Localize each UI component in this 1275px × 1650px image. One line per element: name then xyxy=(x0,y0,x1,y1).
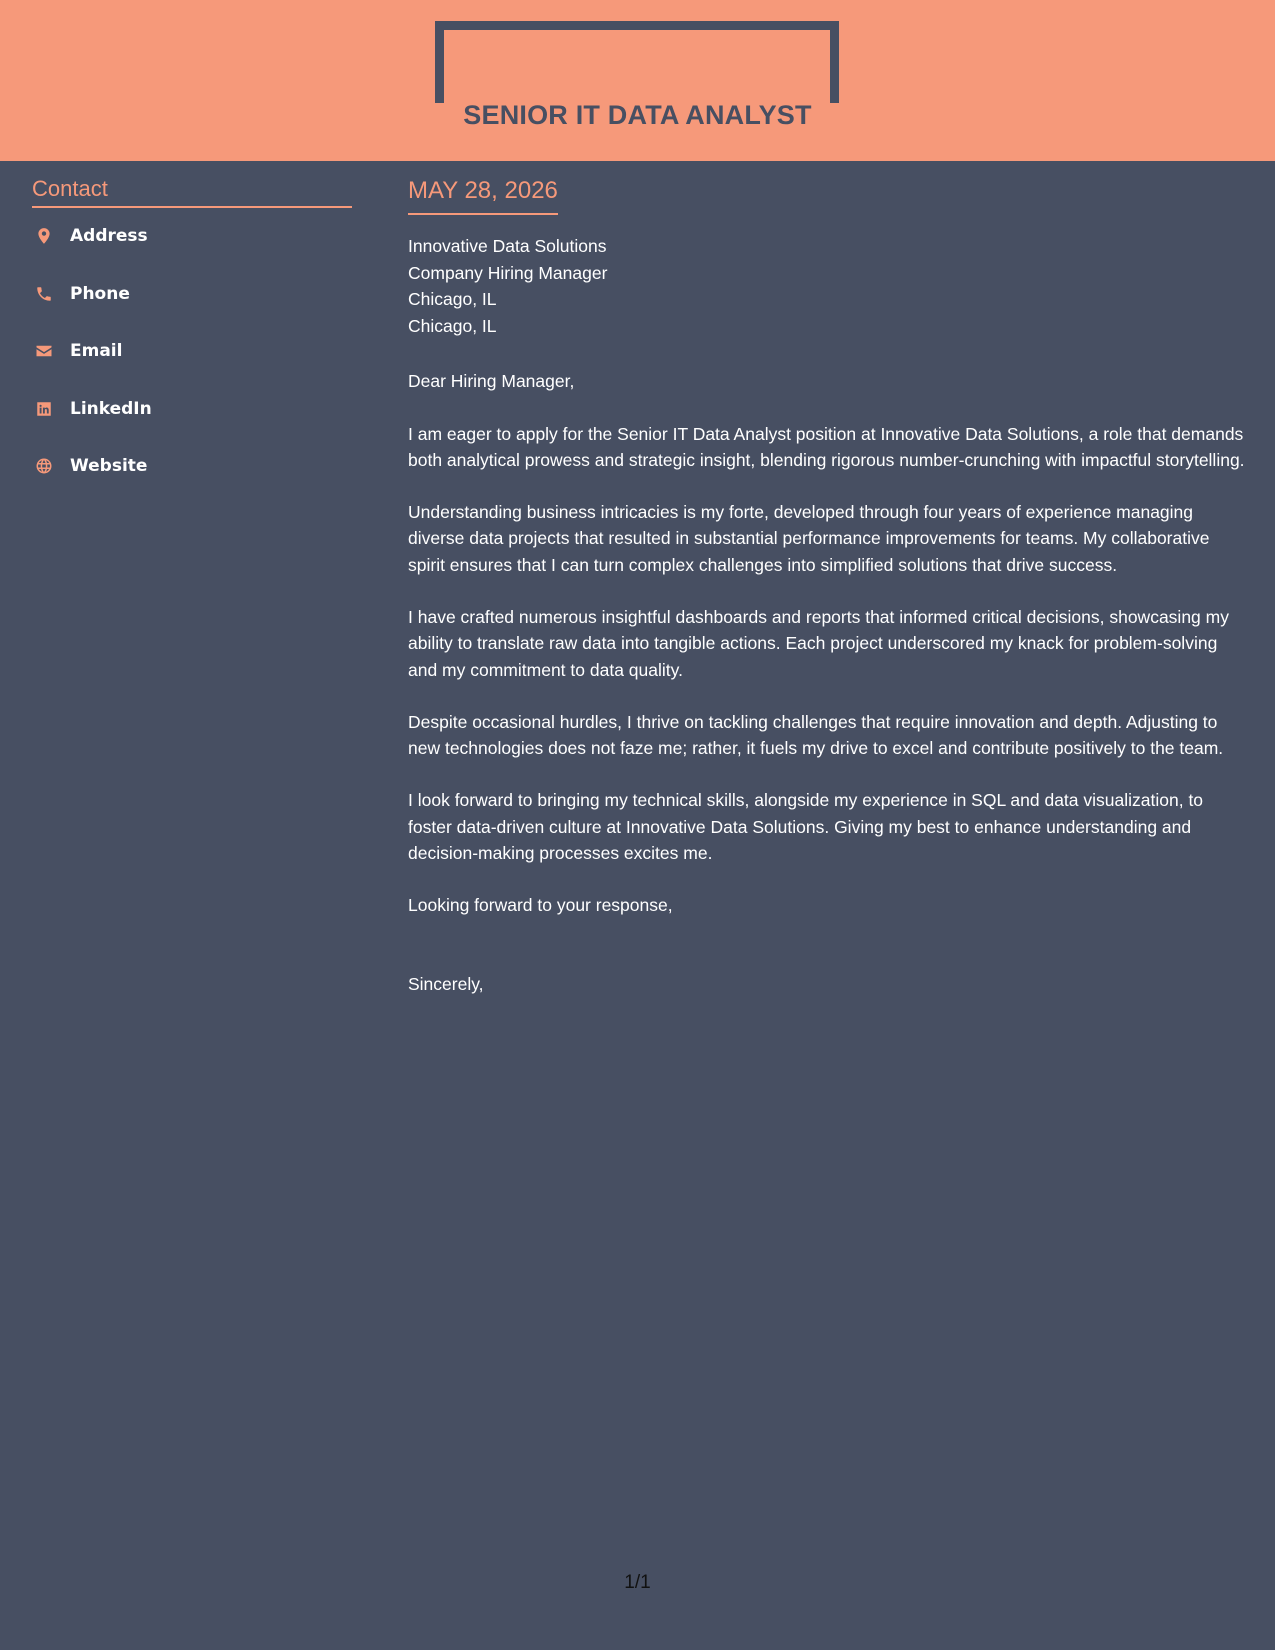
envelope-icon xyxy=(32,339,56,363)
signoff: Sincerely, xyxy=(408,973,484,994)
closing-line: Looking forward to your response, xyxy=(408,895,673,916)
body-paragraph: Despite occasional hurdles, I thrive on tackling challenges that require innovation and depth. Adjusting to new technologies does not faze me; rather, it fuels my drive to excel and contribute positively to the team. xyxy=(408,711,1224,759)
contact-label: Email xyxy=(70,341,123,362)
body-paragraph: I have crafted numerous insightful dashboards and reports that informed critical decisions, showcasing my ability to translate raw data into tangible actions. Each project underscored my knack for problem-solving and my commitment to data quality. xyxy=(408,606,1229,680)
globe-icon xyxy=(32,454,56,478)
contact-heading: Contact xyxy=(32,176,352,208)
recipient-city: Chicago, IL xyxy=(408,289,497,309)
contact-item-email xyxy=(32,328,352,386)
contact-label: Website xyxy=(70,456,148,477)
contact-list xyxy=(32,213,352,501)
salutation: Dear Hiring Manager, xyxy=(408,371,575,391)
recipient-title: Company Hiring Manager xyxy=(408,262,608,283)
contact-item-website xyxy=(32,443,352,501)
page-number: 1/1 xyxy=(624,1572,651,1593)
body-paragraph: I look forward to bringing my technical skills, alongside my experience in SQL and data visualization, to foster data-driven culture at Innovative Data Solutions. Giving my best to enhance understanding and decision-making processes excites me. xyxy=(408,790,1204,864)
letter-body xyxy=(408,176,1248,997)
linkedin-icon xyxy=(32,397,56,421)
contact-label: Address xyxy=(70,226,148,247)
body-paragraph: Understanding business intricacies is my forte, developed through four years of experience managing diverse data projects that resulted in substantial performance improvements for teams. My collaborative spirit ensures that I can turn complex challenges into simplified solutions that drive success. xyxy=(408,502,1210,575)
contact-label: Phone xyxy=(70,283,130,304)
sidebar xyxy=(32,176,352,501)
contact-item-phone xyxy=(32,271,352,329)
phone-icon xyxy=(32,282,56,306)
name-bracket-frame xyxy=(435,21,839,103)
recipient-company: Innovative Data Solutions xyxy=(408,236,607,256)
contact-item-linkedin xyxy=(32,386,352,444)
contact-label: LinkedIn xyxy=(70,398,152,419)
letter-date: MAY 28, 2026 xyxy=(408,176,558,215)
body-paragraph: I am eager to apply for the Senior IT Data Analyst position at Innovative Data Solutions, a role that demands both analytical prowess and strategic insight, blending rigorous number-crunching with impactful storytelling. xyxy=(408,423,1245,470)
contact-item-address xyxy=(32,213,352,271)
recipient-city: Chicago, IL xyxy=(408,315,497,336)
header-banner xyxy=(0,0,1275,161)
map-pin-icon xyxy=(32,224,56,248)
recipient-block xyxy=(408,233,1248,339)
job-title: SENIOR IT DATA ANALYST xyxy=(463,100,812,130)
